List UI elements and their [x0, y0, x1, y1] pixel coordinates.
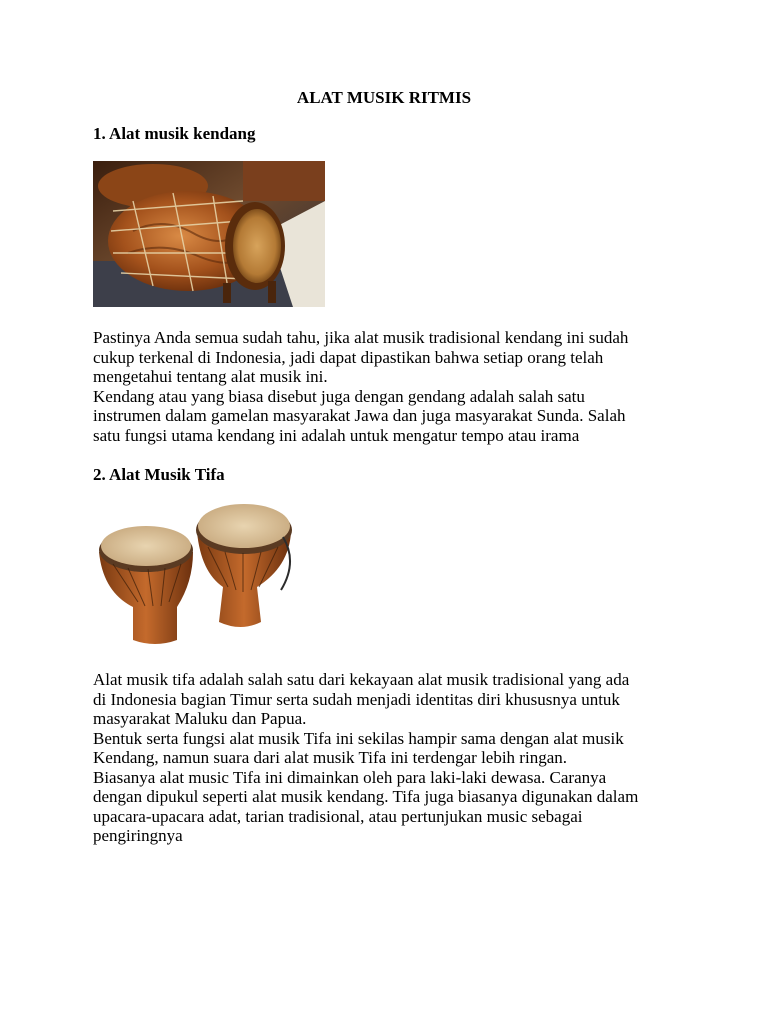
- section-paragraph-tifa: [93, 670, 693, 846]
- paragraph-line: Biasanya alat music Tifa ini dimainkan oleh para laki-laki dewasa. Caranya: [93, 767, 607, 787]
- paragraph-line: Kendang atau yang biasa disebut juga dengan gendang adalah salah satu: [93, 386, 585, 406]
- paragraph-line: instrumen dalam gamelan masyarakat Jawa dan juga masyarakat Sunda. Salah: [93, 406, 626, 425]
- paragraph-line: Alat musik tifa adalah salah satu dari kekayaan alat musik tradisional yang ada: [93, 670, 630, 689]
- paragraph-line: di Indonesia bagian Timur serta sudah menjadi identitas diri khususnya untuk: [93, 689, 620, 709]
- paragraph-line: Kendang, namun suara dari alat musik Tifa ini terdengar lebih ringan.: [93, 748, 567, 767]
- paragraph-line: upacara-upacara adat, tarian tradisional, atau pertunjukan music sebagai: [93, 806, 583, 826]
- paragraph-line: Bentuk serta fungsi alat musik Tifa ini sekilas hampir sama dengan alat musik: [93, 728, 624, 748]
- paragraph-line: Pastinya Anda semua sudah tahu, jika alat musik tradisional kendang ini sudah: [93, 328, 629, 347]
- paragraph-line: mengetahui tentang alat musik ini.: [93, 367, 328, 386]
- section-paragraph-kendang: [93, 328, 693, 445]
- paragraph-line: dengan dipukul seperti alat musik kendang. Tifa juga biasanya digunakan dalam: [93, 787, 639, 806]
- section-heading-tifa: 2. Alat Musik Tifa: [93, 465, 225, 484]
- tifa-drums-photo: [93, 502, 295, 648]
- document-title: ALAT MUSIK RITMIS: [296, 88, 472, 107]
- section-heading-kendang: 1. Alat musik kendang: [93, 124, 256, 143]
- paragraph-line: masyarakat Maluku dan Papua.: [93, 709, 307, 728]
- paragraph-line: pengiringnya: [93, 826, 183, 845]
- paragraph-line: satu fungsi utama kendang ini adalah untuk mengatur tempo atau irama: [93, 425, 580, 445]
- kendang-drum-photo: [93, 161, 325, 307]
- paragraph-line: cukup terkenal di Indonesia, jadi dapat dipastikan bahwa setiap orang telah: [93, 347, 604, 367]
